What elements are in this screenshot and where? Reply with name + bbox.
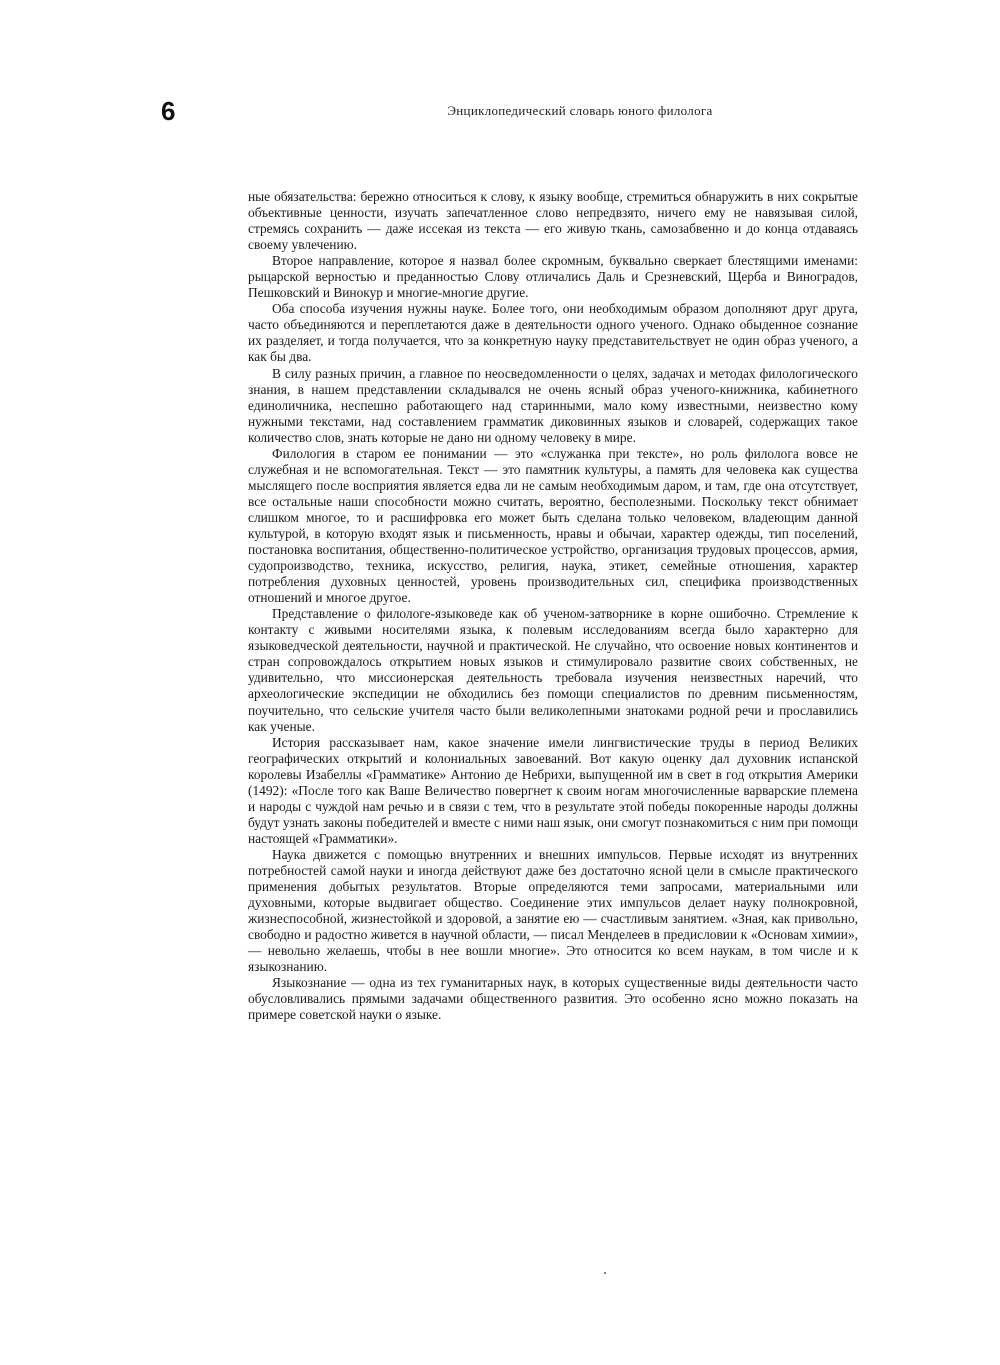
paragraph: Филология в старом ее понимании — это «служанка при тексте», но роль филолога вовсе не служебная и не вспомогательная. Текст — это памятник культуры, а память для человека как существа мыслящего после восприятия является едва ли не самым необходимым даром, и там, где она отсутствует, все остальные наши способности можно считать, вероятно, бесполезными. Поскольку текст обнимает слишком многое, то и расшифровка его может быть сделана только человеком, владеющим данной культурой, в которую входят язык и письменность, нравы и обычаи, характер одежды, тип поселений, постановка воспитания, общественно-политическое устройство, организация трудовых процессов, армия, судопроизводство, техника, искусство, религия, наука, этикет, семейные отношения, характер потребления духовных ценностей, уровень производительных сил, специфика производственных отношений и многое другое. [248,445,858,606]
paragraph: В силу разных причин, а главное по неосведомленности о целях, задачах и методах филологического знания, в нашем представлении складывался не очень ясный образ ученого-книжника, кабинетного единоличника, неспешно работающего над старинными, мало кому известными, неизвестно кому нужными текстами, над составлением грамматик диковинных языков и словарей, содержащих такое количество слов, знать которые не дано ни одному человеку в мире. [248,365,858,445]
paragraph: Представление о филологе-языковеде как об ученом-затворнике в корне ошибочно. Стремление к контакту с живыми носителями языка, к полевым исследованиям всегда было характерно для языковедческой деятельности, научной и практической. Не случайно, что освоение новых континентов и стран сопровождалось открытием новых языков и стимулировало развитие своих собственных, не удивительно, что миссионерская деятельность требовала изучения неизвестных наречий, что археологические экспедиции не обходились без помощи специалистов по древним письменностям, поучительно, что сельские учителя часто были великолепными знатоками родной речи и прославились как ученые. [248,606,858,734]
paragraph: Языкознание — одна из тех гуманитарных наук, в которых существенные виды деятельности часто обусловливались прямыми задачами общественного развития. Это особенно ясно можно показать на примере советской науки о языке. [248,975,858,1023]
paragraph: Наука движется с помощью внутренних и внешних импульсов. Первые исходят из внутренних потребностей самой науки и иногда действуют даже без достаточно ясной цели в смысле практического применения добытых результатов. Вторые определяются теми запросами, материальными или духовными, которые выдвигает общество. Соединение этих импульсов делает науку полнокровной, жизнеспособной, жизнестойкой и здоровой, а занятие ею — счастливым занятием. «Зная, как привольно, свободно и радостно живется в научной области, — писал Менделеев в предисловии к «Основам химии», — невольно желаешь, чтобы в нее вошли многие». Это относится ко всем наукам, в том числе и к языкознанию. [248,846,858,975]
scan-speck [604,1272,606,1274]
paragraph: История рассказывает нам, какое значение имели лингвистические труды в период Великих географических открытий и колониальных завоеваний. Вот какую оценку дал духовник испанской королевы Изабеллы «Грамматике» Антонио де Небрихи, выпущенной им в свет в год открытия Америки (1492): «После того как Ваше Величество повергнет к своим ногам многочисленные варварские племена и народы с чуждой нам речью и в связи с тем, что в результате этой победы покоренные народы должны будут узнать законы победителей и вместе с ними наш язык, они смогут познакомиться с ним при помощи настоящей «Грамматики». [248,734,858,846]
body-text [248,189,858,1023]
running-title: Энциклопедический словарь юного филолога [447,103,713,118]
paragraph: Оба способа изучения нужны науке. Более того, они необходимым образом дополняют друг друга, часто объединяются и переплетаются даже в деятельности одного ученого. Однако обыденное сознание их разделяет, и тогда получается, что за конкретную науку представительствует не один образ ученого, а как бы два. [248,301,858,365]
paragraph: ные обязательства: бережно относиться к слову, к языку вообще, стремиться обнаружить в них сокрытые объективные ценности, изучать запечатленное слово непредвзято, ничего ему не навязывая силой, стремясь сохранить — даже иссекая из текста — его живую ткань, самозабвенно и до конца отдаваясь своему увлечению. [248,189,858,253]
page-number: 6 [161,96,176,126]
paragraph: Второе направление, которое я назвал более скромным, буквально сверкает блестящими именами: рыцарской верностью и преданностью Слову отличались Даль и Срезневский, Щерба и Виноградов, Пешковский и Винокур и многие-многие другие. [248,253,858,301]
